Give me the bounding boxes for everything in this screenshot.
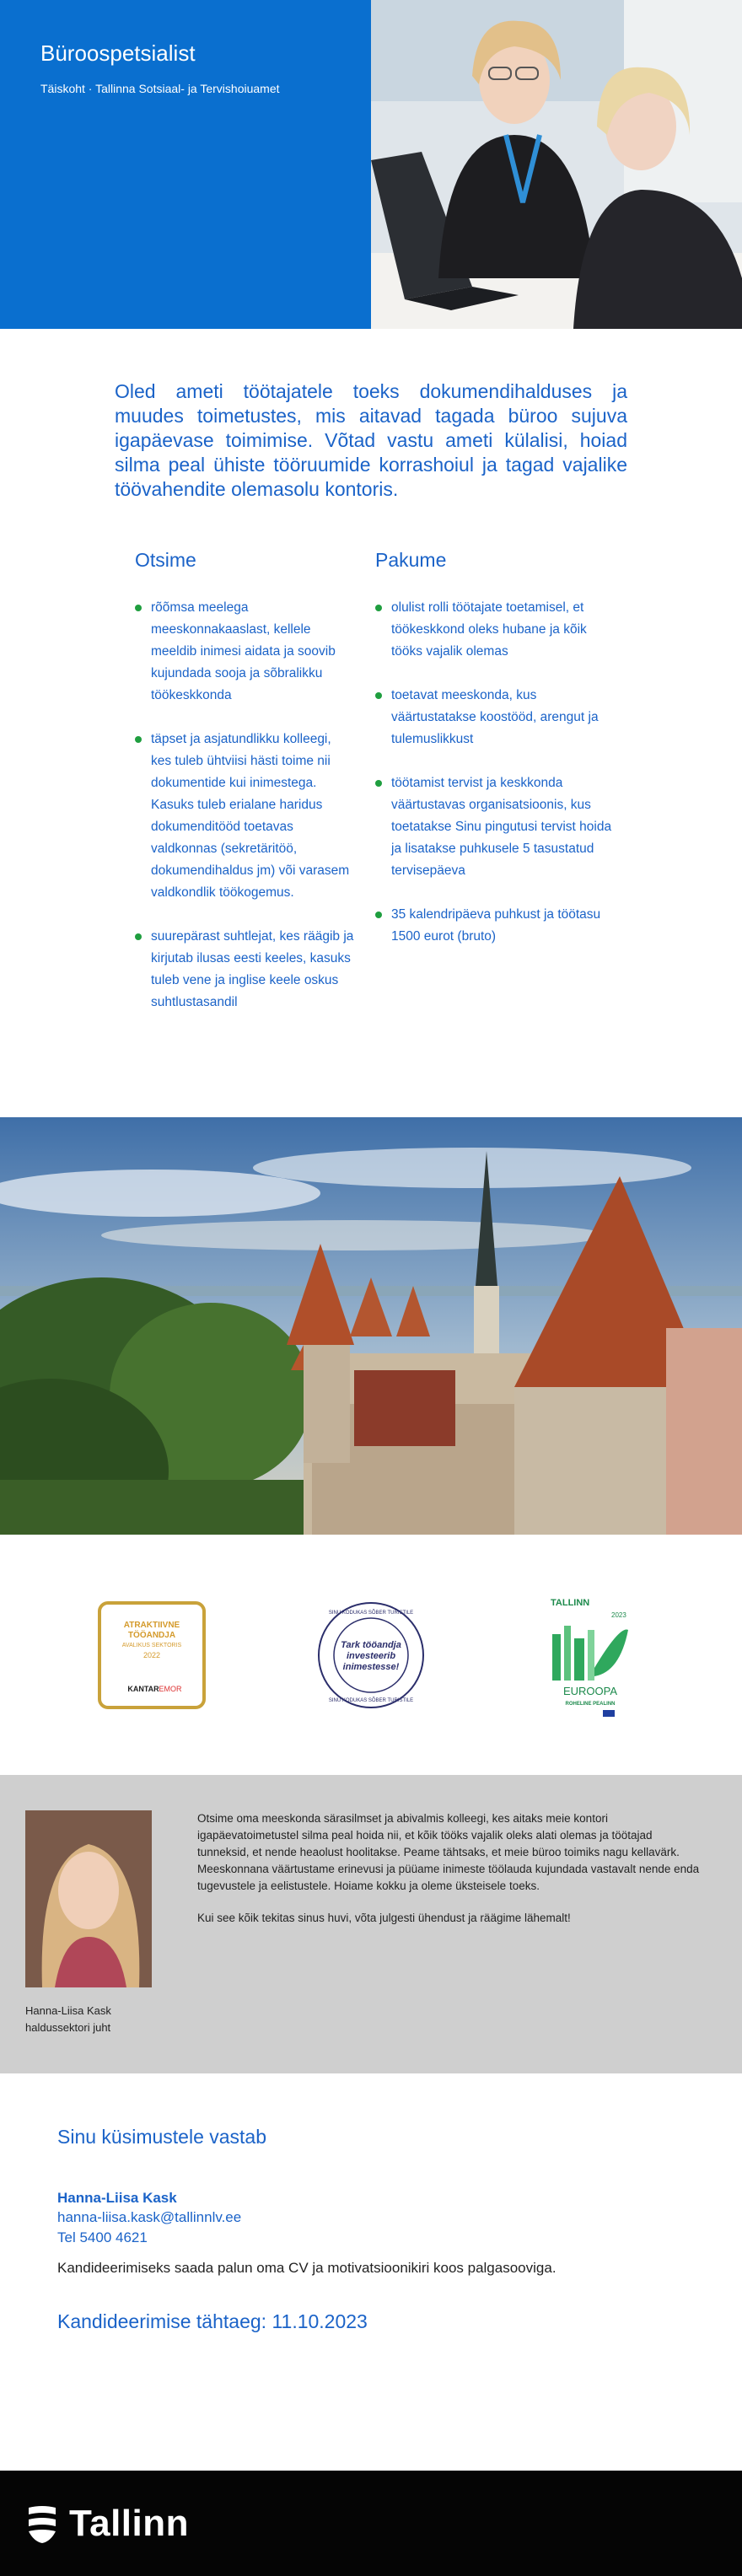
intro-text: Oled ameti töötajatele toeks dokumendihalduses ja muudes toimetustes, mis aitavad tagada büroo sujuva igapäevase toimimise. Võtad vastu ameti külalisi, hoiad silma peal ühiste tööruumide korrashoiul ja tagad vajalike töövahendite olemasolu kontoris. <box>115 380 627 500</box>
hero-banner <box>0 0 742 329</box>
badge3-main: EUROOPA <box>562 1684 618 1697</box>
badge1-brand2: EMOR <box>159 1684 182 1693</box>
testimonial-text <box>197 1810 703 1942</box>
contact-email-link[interactable]: hanna-liisa.kask@tallinnlv.ee <box>57 2209 242 2225</box>
hero-photo <box>371 0 742 329</box>
badge3-year: 2023 <box>611 1611 626 1619</box>
contact-heading: Sinu küsimustele vastab <box>57 2126 267 2148</box>
list-item: olulist rolli töötajate toetamisel, et töökeskkond oleks hubane ja kõik tööks vajalik olemas <box>375 597 616 663</box>
badge3-sub: ROHELINE PEALINN <box>565 1701 616 1707</box>
offer-column <box>375 549 616 1117</box>
badge1-line1: ATRAKTIIVNE <box>123 1620 180 1630</box>
contact-section <box>0 2073 742 2436</box>
footer <box>0 2471 742 2576</box>
expect-column <box>135 549 375 1117</box>
tallinn-crest-icon <box>25 2504 59 2543</box>
expect-list <box>135 597 375 1014</box>
badge1-brand: KANTAR <box>127 1684 159 1693</box>
page-title: Büroospetsialist <box>40 40 196 66</box>
intro-section <box>0 329 742 502</box>
job-subtitle: Täiskoht · Tallinna Sotsiaal- ja Tervishoiuamet <box>40 82 280 95</box>
application-deadline: Kandideerimise tähtaeg: 11.10.2023 <box>57 2310 368 2332</box>
badge1-line2: TÖÖANDJA <box>127 1630 176 1640</box>
tallinn-old-town-image <box>0 1117 742 1535</box>
team-lead-photo <box>25 1810 152 1987</box>
expect-heading: Otsime <box>135 549 196 571</box>
offer-heading: Pakume <box>375 549 447 571</box>
testimonial-paragraph: Kui see kõik tekitas sinus huvi, võta julgesti ühendust ja räägime lähemalt! <box>197 1912 571 1924</box>
tallinn-logo-text[interactable]: Tallinn <box>69 2502 190 2544</box>
badge-green-capital <box>481 1592 700 1718</box>
requirements-offer-section <box>0 502 742 1117</box>
offer-list <box>375 597 616 948</box>
list-item: suurepärast suhtlejat, kes räägib ja kirjutab ilusas eesti keeles, kasuks tuleb vene ja inglise keele oskus suhtlustasandil <box>135 926 354 1014</box>
contact-name: Hanna-Liisa Kask <box>57 2190 177 2206</box>
badge-attractive-employer <box>42 1600 261 1710</box>
badge1-year: 2022 <box>142 1650 161 1659</box>
badge2-line3: inimestesse! <box>342 1661 400 1672</box>
list-item: 35 kalendripäeva puhkust ja töötasu 1500 eurot (bruto) <box>375 904 616 948</box>
employer-badges <box>0 1535 742 1775</box>
contact-phone[interactable]: Tel 5400 4621 <box>57 2229 148 2245</box>
team-lead-name: Hanna-Liisa Kask <box>25 2004 111 2017</box>
team-lead-caption <box>25 2003 111 2036</box>
list-item: toetavat meeskonda, kus väärtustatakse koostööd, arengut ja tulemuslikkust <box>375 685 616 750</box>
office-workers-image <box>371 0 742 329</box>
application-note: Kandideerimiseks saada palun oma CV ja motivatsioonikiri koos palgasooviga. <box>57 2260 556 2276</box>
badge1-line3: AVALIKUS SEKTORIS <box>121 1642 182 1648</box>
list-item: rõõmsa meelega meeskonnakaaslast, kellele meeldib inimesi aidata ja soovib kujundada sooja ja sõbralikku töökeskkonda <box>135 597 354 707</box>
badge3-top: TALLINN <box>551 1597 590 1608</box>
testimonial-paragraph: Otsime oma meeskonda särasilmset ja abivalmis kolleegi, kes aitaks meie kontori igapäevatoimetustel silma peal hoida nii, et kõik tööks vajalik oleks alati olemas ja töötajad tunneksid, et nende heaolust hoolitakse. Peame tähtsaks, et meie büroo toimiks nagu kellavärk. Meeskonnana väärtustame erinevusi ja püüame inimeste töölauda kujundada vastavalt nende enda tugevustele ja eelistustele. Hoiame kokku ja oleme üksteisele toeks. <box>197 1812 700 1892</box>
team-lead-testimonial <box>0 1775 742 2073</box>
hero-text-panel <box>0 0 371 329</box>
team-lead-role: haldussektori juht <box>25 2021 111 2034</box>
list-item: töötamist tervist ja keskkonda väärtustavas organisatsioonis, kus toetatakse Sinu pingutusi tervist hoida ja lisatakse puhkusele 5 tasustatud tervisepäeva <box>375 772 616 882</box>
badge2-ring-bottom: SINU KODUKAS SÕBER TURISTILE <box>328 1697 414 1703</box>
badge2-line2: investeerib <box>346 1650 396 1661</box>
badge-smart-employer <box>261 1600 481 1710</box>
list-item: täpset ja asjatundlikku kolleegi, kes tuleb ühtviisi hästi toime nii dokumentide kui inimestega. Kasuks tuleb erialane haridus dokumenditööd toetavas valdkonnas (sekretäritöö, dokumendihaldus jm) või varasem valdkondlik töökogemus. <box>135 729 354 904</box>
badge2-line1: Tark tööandja <box>341 1639 401 1650</box>
badge2-ring-top: SINU KODUKAS SÕBER TURISTILE <box>328 1610 414 1616</box>
